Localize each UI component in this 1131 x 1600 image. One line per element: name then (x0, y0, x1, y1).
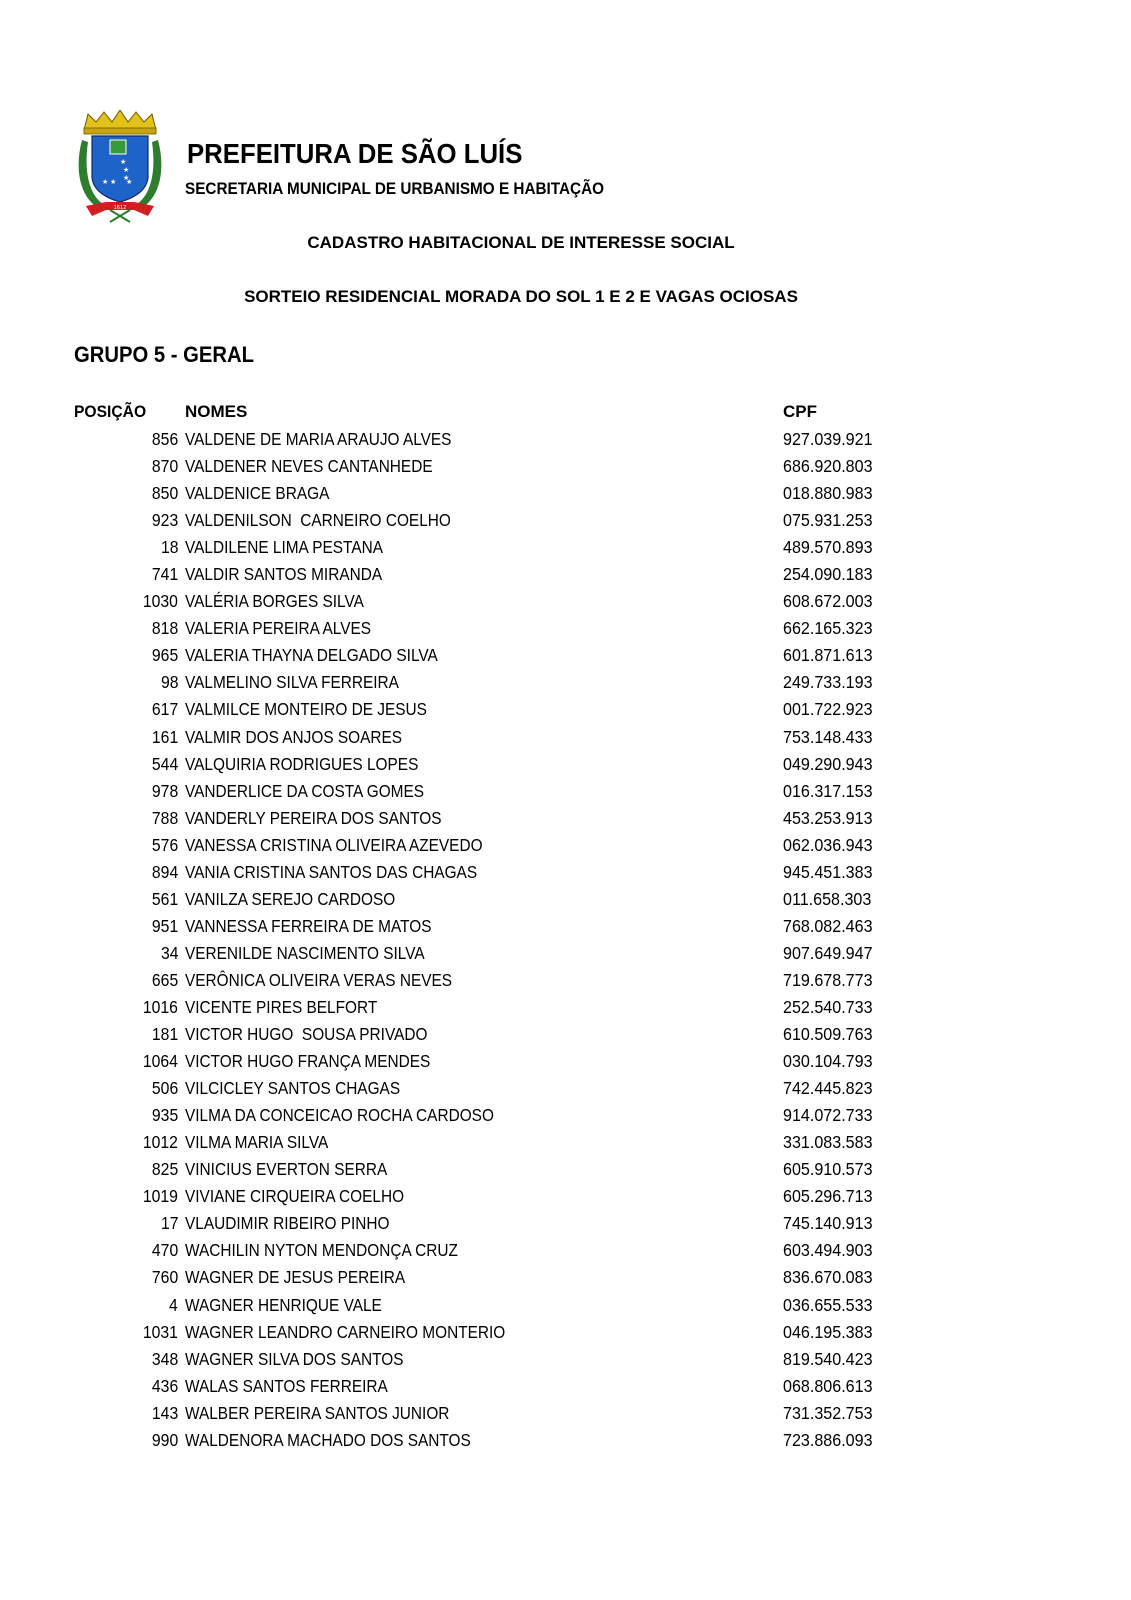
table-row (0, 753, 1131, 780)
cpf-cell: 723.886.093 (783, 1429, 873, 1450)
name-cell: VANDERLY PEREIRA DOS SANTOS (185, 807, 442, 828)
name-cell: VALDENER NEVES CANTANHEDE (185, 456, 433, 477)
position-cell: 436 (151, 1375, 178, 1396)
table-row (0, 834, 1131, 861)
position-cell: 760 (151, 1267, 178, 1288)
name-cell: VICTOR HUGO SOUSA PRIVADO (185, 1024, 428, 1045)
cpf-cell: 914.072.733 (783, 1105, 873, 1126)
table-row (0, 1050, 1131, 1077)
position-cell: 825 (151, 1159, 178, 1180)
position-cell: 4 (169, 1294, 178, 1315)
table-row (0, 617, 1131, 644)
name-cell: WALDENORA MACHADO DOS SANTOS (185, 1429, 471, 1450)
position-cell: 894 (151, 861, 178, 882)
cpf-cell: 836.670.083 (783, 1267, 873, 1288)
position-cell: 978 (151, 780, 178, 801)
table-row (0, 455, 1131, 482)
name-cell: VINICIUS EVERTON SERRA (185, 1159, 388, 1180)
position-cell: 348 (151, 1348, 178, 1369)
name-cell: VALERIA PEREIRA ALVES (185, 618, 372, 639)
table-row (0, 942, 1131, 969)
city-coat-of-arms-logo (76, 110, 164, 224)
name-cell: WALAS SANTOS FERREIRA (185, 1375, 388, 1396)
cpf-cell: 719.678.773 (783, 969, 873, 990)
table-row (0, 1266, 1131, 1293)
name-cell: VANILZA SEREJO CARDOSO (185, 888, 396, 909)
table-row (0, 807, 1131, 834)
name-cell: VALDILENE LIMA PESTANA (185, 537, 383, 558)
cpf-cell: 016.317.153 (783, 780, 873, 801)
name-cell: WALBER PEREIRA SANTOS JUNIOR (185, 1402, 450, 1423)
cpf-cell: 001.722.923 (783, 699, 873, 720)
name-cell: VLAUDIMIR RIBEIRO PINHO (185, 1213, 390, 1234)
cpf-cell: 731.352.753 (783, 1402, 873, 1423)
table-row (0, 1158, 1131, 1185)
cpf-cell: 610.509.763 (783, 1024, 873, 1045)
name-cell: WAGNER HENRIQUE VALE (185, 1294, 382, 1315)
table-row (0, 1402, 1131, 1429)
svg-text:★: ★ (123, 174, 130, 182)
name-cell: WAGNER DE JESUS PEREIRA (185, 1267, 406, 1288)
position-cell: 951 (151, 915, 178, 936)
cpf-cell: 753.148.433 (783, 726, 873, 747)
name-cell: VALDENICE BRAGA (185, 483, 330, 504)
position-cell: 161 (151, 726, 178, 747)
table-row (0, 1348, 1131, 1375)
cpf-cell: 254.090.183 (783, 564, 873, 585)
position-cell: 181 (151, 1024, 178, 1045)
table-row (0, 915, 1131, 942)
name-cell: VANDERLICE DA COSTA GOMES (185, 780, 425, 801)
position-cell: 470 (151, 1240, 178, 1261)
position-cell: 665 (151, 969, 178, 990)
column-header-name: NOMES (185, 402, 248, 421)
position-cell: 870 (151, 456, 178, 477)
table-row (0, 590, 1131, 617)
name-cell: VALERIA THAYNA DELGADO SILVA (185, 645, 438, 666)
position-cell: 561 (151, 888, 178, 909)
cpf-cell: 605.910.573 (783, 1159, 873, 1180)
group-heading: GRUPO 5 - GERAL (74, 342, 254, 367)
table-row (0, 969, 1131, 996)
column-header-position: POSIÇÃO (74, 402, 147, 421)
svg-text:★: ★ (102, 178, 109, 186)
table-row (0, 536, 1131, 563)
cpf-cell: 686.920.803 (783, 456, 873, 477)
cpf-cell: 018.880.983 (783, 483, 873, 504)
event-heading: SORTEIO RESIDENCIAL MORADA DO SOL 1 E 2 E VAGAS OCIOSAS (244, 287, 798, 306)
table-row (0, 888, 1131, 915)
position-cell: 1064 (142, 1051, 178, 1072)
cpf-cell: 662.165.323 (783, 618, 873, 639)
name-cell: VANNESSA FERREIRA DE MATOS (185, 915, 432, 936)
name-cell: VALMILCE MONTEIRO DE JESUS (185, 699, 427, 720)
position-cell: 576 (151, 834, 178, 855)
position-cell: 18 (160, 537, 178, 558)
cpf-cell: 030.104.793 (783, 1051, 873, 1072)
cpf-cell: 745.140.913 (783, 1213, 873, 1234)
position-cell: 98 (160, 672, 178, 693)
table-row (0, 861, 1131, 888)
name-cell: VANESSA CRISTINA OLIVEIRA AZEVEDO (185, 834, 483, 855)
name-cell: VALMELINO SILVA FERREIRA (185, 672, 399, 693)
name-cell: WAGNER SILVA DOS SANTOS (185, 1348, 404, 1369)
table-row (0, 482, 1131, 509)
position-cell: 1031 (142, 1321, 178, 1342)
table-row (0, 1077, 1131, 1104)
cpf-cell: 075.931.253 (783, 510, 873, 531)
department-subtitle: SECRETARIA MUNICIPAL DE URBANISMO E HABITAÇÃO (185, 179, 605, 198)
name-cell: VANIA CRISTINA SANTOS DAS CHAGAS (185, 861, 478, 882)
position-cell: 17 (160, 1213, 178, 1234)
program-heading: CADASTRO HABITACIONAL DE INTERESSE SOCIAL (307, 233, 735, 252)
name-cell: VALDENE DE MARIA ARAUJO ALVES (185, 429, 452, 449)
table-row (0, 509, 1131, 536)
table-row (0, 1212, 1131, 1239)
name-cell: VIVIANE CIRQUEIRA COELHO (185, 1186, 405, 1207)
name-cell: WAGNER LEANDRO CARNEIRO MONTERIO (185, 1321, 506, 1342)
name-cell: VALÉRIA BORGES SILVA (185, 591, 364, 612)
cpf-cell: 011.658.303 (783, 888, 872, 909)
position-cell: 990 (151, 1429, 178, 1450)
cpf-cell: 046.195.383 (783, 1321, 873, 1342)
cpf-cell: 907.649.947 (783, 942, 873, 963)
table-row (0, 780, 1131, 807)
cpf-cell: 489.570.893 (783, 537, 873, 558)
svg-text:★: ★ (110, 178, 117, 186)
position-cell: 506 (151, 1078, 178, 1099)
position-cell: 617 (151, 699, 178, 720)
position-cell: 923 (151, 510, 178, 531)
table-row (0, 726, 1131, 753)
cpf-cell: 249.733.193 (783, 672, 873, 693)
column-header-cpf: CPF (783, 402, 817, 421)
cpf-cell: 768.082.463 (783, 915, 873, 936)
cpf-cell: 331.083.583 (783, 1132, 873, 1153)
cpf-cell: 742.445.823 (783, 1078, 873, 1099)
name-cell: WACHILIN NYTON MENDONÇA CRUZ (185, 1240, 458, 1261)
cpf-cell: 453.253.913 (783, 807, 873, 828)
table-row (0, 1104, 1131, 1131)
cpf-cell: 608.672.003 (783, 591, 873, 612)
position-cell: 1012 (142, 1132, 178, 1153)
page-title: PREFEITURA DE SÃO LUÍS (187, 138, 523, 169)
cpf-cell: 819.540.423 (783, 1348, 873, 1369)
svg-text:★: ★ (120, 158, 127, 166)
position-cell: 818 (151, 618, 178, 639)
table-row (0, 1023, 1131, 1050)
name-cell: VICTOR HUGO FRANÇA MENDES (185, 1051, 431, 1072)
position-cell: 788 (151, 807, 178, 828)
name-cell: VERÔNICA OLIVEIRA VERAS NEVES (185, 969, 453, 990)
table-row (0, 563, 1131, 590)
position-cell: 935 (151, 1105, 178, 1126)
name-cell: VILMA DA CONCEICAO ROCHA CARDOSO (185, 1105, 494, 1126)
table-row (0, 1321, 1131, 1348)
cpf-cell: 945.451.383 (783, 861, 873, 882)
svg-text:★: ★ (123, 166, 130, 174)
position-cell: 850 (151, 483, 178, 504)
position-cell: 34 (160, 942, 178, 963)
table-row (0, 1131, 1131, 1158)
name-cell: VILMA MARIA SILVA (185, 1132, 329, 1153)
svg-text:★: ★ (126, 178, 133, 186)
name-cell: VILCICLEY SANTOS CHAGAS (185, 1078, 401, 1099)
position-cell: 741 (151, 564, 178, 585)
name-cell: VALQUIRIA RODRIGUES LOPES (185, 753, 419, 774)
position-cell: 1019 (142, 1186, 178, 1207)
position-cell: 544 (151, 753, 178, 774)
table-row (0, 671, 1131, 698)
table-row (0, 1239, 1131, 1266)
table-row (0, 1429, 1131, 1456)
name-cell: VALDIR SANTOS MIRANDA (185, 564, 383, 585)
table-row (0, 1375, 1131, 1402)
position-cell: 856 (151, 429, 178, 449)
name-cell: VERENILDE NASCIMENTO SILVA (185, 942, 425, 963)
table-row (0, 1185, 1131, 1212)
cpf-cell: 603.494.903 (783, 1240, 873, 1261)
cpf-cell: 049.290.943 (783, 753, 873, 774)
name-cell: VICENTE PIRES BELFORT (185, 996, 378, 1017)
cpf-cell: 601.871.613 (783, 645, 873, 666)
cpf-cell: 062.036.943 (783, 834, 873, 855)
name-cell: VALDENILSON CARNEIRO COELHO (185, 510, 451, 531)
cpf-cell: 605.296.713 (783, 1186, 873, 1207)
cpf-cell: 068.806.613 (783, 1375, 873, 1396)
table-row (0, 644, 1131, 671)
results-table (0, 428, 1131, 1456)
cpf-cell: 252.540.733 (783, 996, 873, 1017)
table-row (0, 1294, 1131, 1321)
cpf-cell: 036.655.533 (783, 1294, 873, 1315)
logo-year: 1612 (113, 205, 127, 211)
table-row (0, 996, 1131, 1023)
position-cell: 1016 (142, 996, 178, 1017)
position-cell: 1030 (142, 591, 178, 612)
name-cell: VALMIR DOS ANJOS SOARES (185, 726, 403, 747)
position-cell: 965 (151, 645, 178, 666)
table-row (0, 428, 1131, 455)
table-row (0, 698, 1131, 725)
position-cell: 143 (151, 1402, 178, 1423)
cpf-cell: 927.039.921 (783, 429, 873, 449)
